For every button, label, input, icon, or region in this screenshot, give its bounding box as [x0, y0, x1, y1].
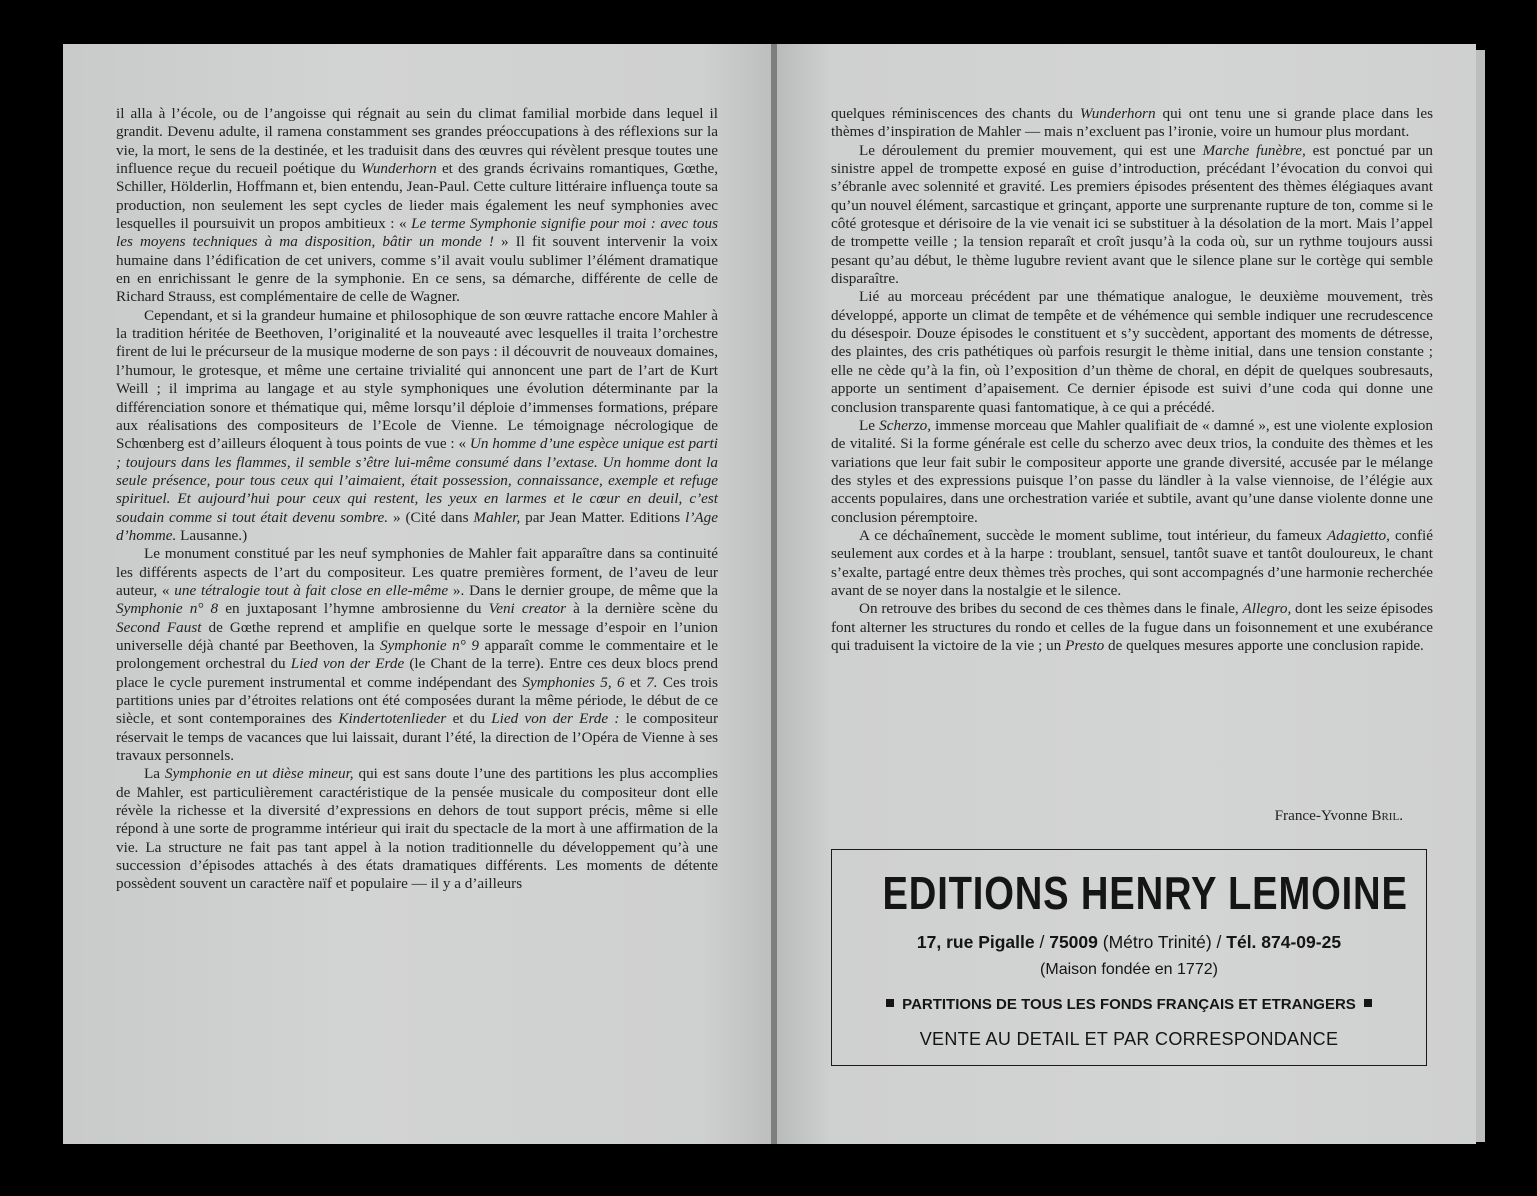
- right-paragraph-2: Le déroulement du premier mouvement, qui est une Marche funèbre, est ponctué par un sinistre appel de trompette exposé en guise d’introduction, précédant l’évocation du convoi qui s’ébranle avec solennité et gravité. Les premiers épisodes présentent des thèmes élégiaques avant qu’un nouvel élément, sarcastique et grinçant, apporte une surprenante rupture de ton, comme si le côté grotesque et dérisoire de la vie venait ici se substituer à la désolation de la mort. Mais l’appel de trompette veille ; la tension reparaît et croît jusqu’à la coda où, sur un rythme toujours aussi pesant qu’au début, le thème lugubre revient avant que le silence plane sur le cortège qui semble disparaître.: [831, 141, 1434, 288]
- ad-address: 17, rue Pigalle / 75009 (Métro Trinité) / Tél. 874-09-25: [916, 932, 1342, 952]
- author-signature: France-Yvonne Bril.: [1274, 807, 1403, 824]
- left-paragraph-3: Le monument constitué par les neuf symphonies de Mahler fait apparaître dans sa continuité les différents aspects de l’art du compositeur. Les quatre premières forment, de l’aveu de leur auteur, « une tétralogie tout à fait close en elle-même ». Dans le dernier groupe, de même que la Symphonie n° 8 en juxtaposant l’hymne ambrosienne du Veni creator à la dernière scène du Second Faust de Gœthe reprend et amplifie en quelque sorte le message d’espoir en l’union universelle déjà chanté par Beethoven, la Symphonie n° 9 apparaît comme le commentaire et le prolongement orchestral du Lied von der Erde (le Chant de la terre). Entre ces deux blocs prend place le cycle purement instrumental et comme indépendant des Symphonies 5, 6 et 7. Ces trois partitions unies par d’étroites relations ont été composées durant la même période, le début de ce siècle, et sont contemporaines des Kindertotenlieder et du Lied von der Erde : le compositeur réservait le temps de vacances que lui laissait, durant l’été, la direction de l’Opéra de Vienne à ses travaux personnels.: [116, 545, 719, 765]
- left-paragraph-2: Cependant, et si la grandeur humaine et philosophique de son œuvre rattache encore Mahler à la tradition héritée de Beethoven, l’originalité et la nouveauté avec lesquelles il traita l’orchestre firent de lui le précurseur de la musique moderne de son pays : il découvrit de nouveaux domaines, l’humour, le grotesque, et même une certaine trivialité qui annoncent une part de l’art de Kurt Weill ; il imprima au langage et au style symphoniques une évolution déterminante par la différenciation sonore et thématique qui, même lorsqu’il déploie d’immenses formations, prépare aux réalisations des compositeurs de l’Ecole de Vienne. Le témoignage nécrologique de Schœnberg est d’ailleurs éloquent à tous points de vue : « Un homme d’une espèce unique est parti ; toujours dans les flammes, il semble s’être lui-même consumé dans l’extase. Un homme dont la seule présence, pour tous ceux qui l’aimaient, était possession, connaissance, exemple et refuge spirituel. Et aujourd’hui pour ceux qui restent, les yeux en larmes et le cœur en deuil, c’est soudain comme si tout était devenu sombre. » (Cité dans Mahler, par Jean Matter. Editions l’Age d’homme. Lausanne.): [116, 306, 718, 544]
- ad-founded: (Maison fondée en 1772): [1040, 961, 1218, 978]
- right-paragraph-4: Le Scherzo, immense morceau que Mahler qualifiait de « damné », est une violente explosion de vitalité. Si la forme générale est celle du scherzo avec deux trios, la conduite des thèmes et les variations que leur fait subir le compositeur apporte une grande diversité, accusée par le mélange des styles et des expressions puisque l’on passe du ländler à la valse viennoise, de l’élégie aux accents populaires, dans une orchestration variée et subtile, avant qu’une danse violente donne une conclusion péremptoire.: [831, 416, 1433, 526]
- page-edge: [1476, 50, 1485, 1142]
- publisher-advertisement: [831, 849, 1427, 1066]
- ad-scores-line: PARTITIONS DE TOUS LES FONDS FRANÇAIS ET ETRANGERS: [832, 996, 1426, 1013]
- ad-title: EDITIONS HENRY LEMOINE: [882, 867, 1408, 919]
- booklet-spine: [771, 44, 777, 1144]
- left-paragraph-4: La Symphonie en ut dièse mineur, qui est sans doute l’une des partitions les plus accomplies de Mahler, est particulièrement caractéristique de la pensée musicale du compositeur dont elle révèle la richesse et la diversité d’expressions en dehors de tout support précis, même si elle répond à une sorte de programme intérieur qui irait du spectacle de la mort à une affirmation de la vie. La structure ne fait pas tant appel à la notion traditionnelle du développement qu’à une succession d’épisodes attachés à des états dramatiques différents. Les moments de détente possèdent souvent un caractère naïf et populaire — il y a d’ailleurs: [116, 765, 718, 893]
- square-bullet-icon: [886, 999, 894, 1007]
- right-paragraph-1: quelques réminiscences des chants du Wunderhorn qui ont tenu une si grande place dans les thèmes d’inspiration de Mahler — mais n’excluent pas l’ironie, voire un humour plus mordant.: [831, 105, 1433, 141]
- ad-sales-line: VENTE AU DETAIL ET PAR CORRESPONDANCE: [919, 1029, 1339, 1049]
- left-column: [116, 105, 718, 894]
- right-paragraph-3: Lié au morceau précédent par une thématique analogue, le deuxième mouvement, très développé, apporte un climat de tempête et de véhémence qui semble indiquer une recrudescence du désespoir. Douze épisodes le constituent et s’y succèdent, apportant des moments de détresse, des plaintes, des cris pathétiques où parfois resurgit le thème initial, dans une tension constante ; elle ne cède qu’à la fin, où l’exposition d’un thème de choral, en dépit de quelques soubresauts, apporte un sentiment d’apaisement. Ce dernier épisode est suivi d’une coda qui donne une conclusion transparente quasi fantomatique, à ce qui a précédé.: [831, 288, 1433, 416]
- right-column: [831, 105, 1433, 655]
- right-paragraph-5: A ce déchaînement, succède le moment sublime, tout intérieur, du fameux Adagietto, confié seulement aux cordes et à la harpe : troublant, sensuel, tantôt suave et tantôt douloureux, le chant s’exalte, partagé entre deux thèmes très proches, qui sont accompagnés d’une harmonie recherchée avant de se noyer dans la nostalgie et le silence.: [831, 526, 1433, 599]
- left-paragraph-1: il alla à l’école, ou de l’angoisse qui régnait au sein du climat familial morbide dans lequel il grandit. Devenu adulte, il ramena constamment ses grandes préoccupations à des réflexions sur la vie, la mort, le sens de la destinée, et les traduisit dans des œuvres qui révèlent presque toutes une influence reçue du recueil poétique du Wunderhorn et des grands écrivains romantiques, Gœthe, Schiller, Hölderlin, Hoffmann et, bien entendu, Jean-Paul. Cette culture littéraire influença toute sa production, non seulement les sept cycles de lieder mais également les neuf symphonies avec lesquelles il poursuivit un propos ambitieux : « Le terme Symphonie signifie pour moi : avec tous les moyens techniques à ma disposition, bâtir un monde ! » Il fit souvent intervenir la voix humaine dans l’édification de cet univers, comme s’il avait voulu sublimer l’élément dramatique en en enrichissant le genre de la symphonie. En ce sens, sa démarche, différente de celle de Richard Strauss, est complémentaire de celle de Wagner.: [116, 105, 718, 306]
- square-bullet-icon: [1364, 999, 1372, 1007]
- right-paragraph-6: On retrouve des bribes du second de ces thèmes dans le finale, Allegro, dont les seize épisodes font alterner les structures du rondo et celles de la fugue dans un foisonnement et une exubérance qui traduisent la victoire de la vie ; un Presto de quelques mesures apporte une conclusion rapide.: [831, 600, 1433, 654]
